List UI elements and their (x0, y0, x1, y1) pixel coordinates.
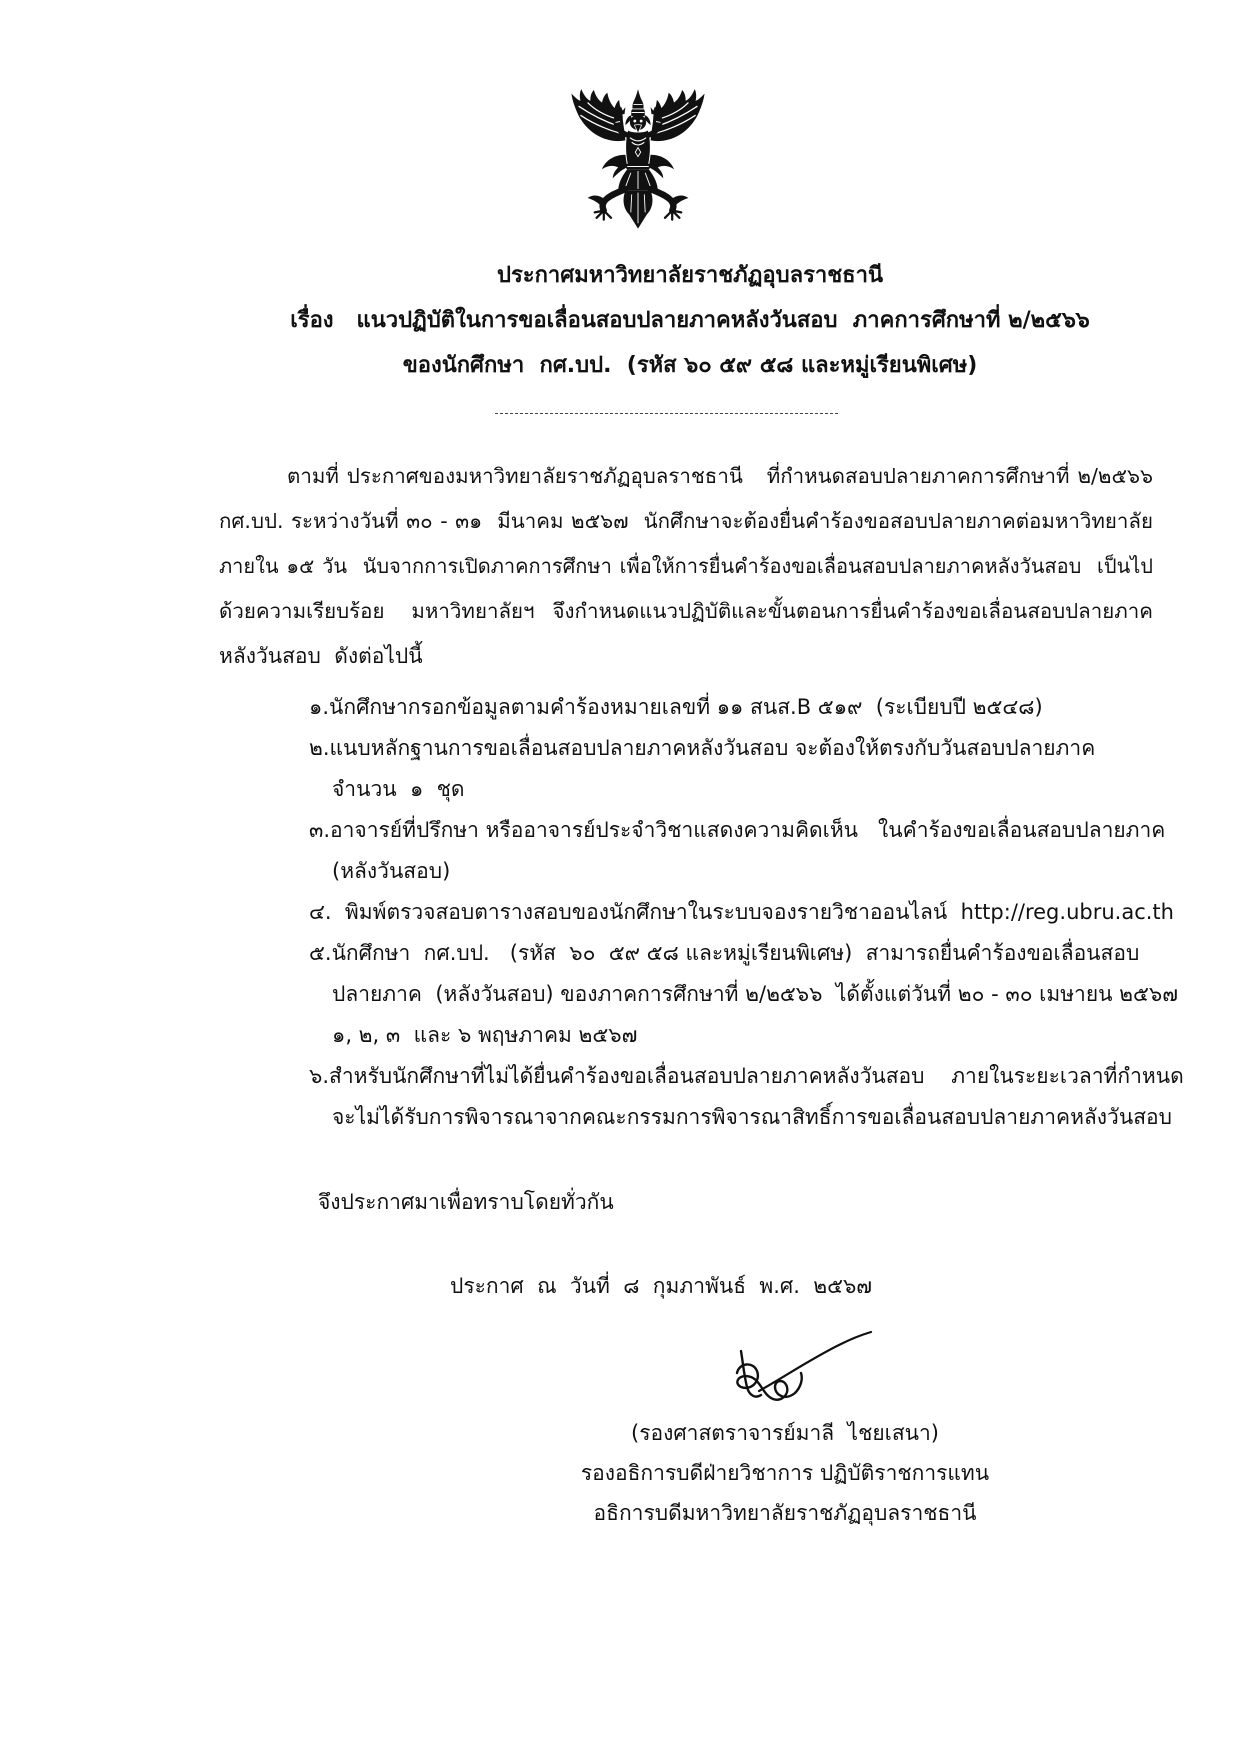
announcement-title (190, 253, 1190, 388)
garuda-tail (624, 191, 653, 229)
list-item-line: ๓.อาจารย์ที่ปรึกษา หรืออาจารย์ประจำวิชาแสดงความคิดเห็น ในคำร้องขอเลื่อนสอบปลายภาค (309, 818, 1166, 842)
list-item-line: ปลายภาค (หลังวันสอบ) ของภาคการศึกษาที่ ๒/๒๕๖๖ ได้ตั้งแต่วันที่ ๒๐ - ๓๐ เมษายน ๒๕๖๗ (332, 982, 1179, 1006)
list-item-3 (309, 810, 1189, 892)
list-item-line: ๕.นักศึกษา กศ.บป. (รหัส ๖๐ ๕๙ ๕๘ และหมู่เรียนพิเศษ) สามารถยื่นคำร้องขอเลื่อนสอบ (309, 941, 1140, 965)
body-paragraph (219, 454, 1153, 679)
signer-on-behalf-of: อธิการบดีมหาวิทยาลัยราชภัฏอุบลราชธานี (593, 1501, 977, 1525)
list-item-1 (309, 687, 1189, 728)
title-line-subject: เรื่อง แนวปฏิบัติในการขอเลื่อนสอบปลายภาคหลังวันสอบ ภาคการศึกษาที่ ๒/๒๕๖๖ (290, 308, 1090, 333)
title-line-audience: ของนักศึกษา กศ.บป. (รหัส ๖๐ ๕๙ ๕๘ และหมู่เรียนพิเศษ) (402, 353, 978, 378)
closing-line: จึงประกาศมาเพื่อทราบโดยทั่วกัน (318, 1190, 614, 1214)
paragraph-line: ด้วยความเรียบร้อย มหาวิทยาลัยฯ จึงกำหนดแนวปฏิบัติและขั้นตอนการยื่นคำร้องขอเลื่อนสอบปลายภาค (219, 599, 1153, 623)
list-item-line: จำนวน ๑ ชุด (332, 777, 465, 801)
list-item-5 (309, 933, 1189, 1056)
closing-statement (318, 1180, 1078, 1225)
paragraph-line: ตามที่ ประกาศของมหาวิทยาลัยราชภัฏอุบลราชธานี ที่กำหนดสอบปลายภาคการศึกษาที่ ๒/๒๕๖๖ (287, 464, 1153, 488)
title-line-issuer: ประกาศมหาวิทยาลัยราชภัฏอุบลราชธานี (496, 263, 884, 288)
garuda-emblem-icon (566, 88, 710, 236)
list-item-line: ๒.แนบหลักฐานการขอเลื่อนสอบปลายภาคหลังวันสอบ จะต้องให้ตรงกับวันสอบปลายภาค (309, 736, 1096, 760)
paragraph-line: ภายใน ๑๕ วัน นับจากการเปิดภาคการศึกษา เพื่อให้การยื่นคำร้องขอเลื่อนสอบปลายภาคหลังวันสอบ เป็นไป (219, 554, 1153, 578)
date-line: ประกาศ ณ วันที่ ๘ กุมภาพันธ์ พ.ศ. ๒๕๖๗ (450, 1274, 873, 1298)
list-item-line: ๑.นักศึกษากรอกข้อมูลตามคำร้องหมายเลขที่ ๑๑ สนส.B ๕๑๙ (ระเบียบปี ๒๕๔๘) (309, 695, 1043, 719)
list-item-2 (309, 728, 1189, 810)
signer-name: (รองศาสตราจารย์มาลี ไชยเสนา) (631, 1421, 939, 1445)
handwritten-signature-icon (729, 1329, 874, 1407)
procedure-list (309, 687, 1189, 1138)
garuda-head (630, 115, 646, 133)
list-item-line: ๔. พิมพ์ตรวจสอบตารางสอบของนักศึกษาในระบบจองรายวิชาออนไลน์ http://reg.ubru.ac.th (309, 900, 1174, 924)
list-item-line: จะไม่ได้รับการพิจารณาจากคณะกรรมการพิจารณาสิทธิ์การขอเลื่อนสอบปลายภาคหลังวันสอบ (332, 1105, 1172, 1129)
list-item-6 (309, 1056, 1189, 1138)
paragraph-line: หลังวันสอบ ดังต่อไปนี้ (219, 644, 423, 668)
list-item-line: ๖.สำหรับนักศึกษาที่ไม่ได้ยื่นคำร้องขอเลื่อนสอบปลายภาคหลังวันสอบ ภายในระยะเวลาที่กำหนด (309, 1064, 1184, 1088)
list-item-4 (309, 892, 1189, 933)
list-item-line: ๑, ๒, ๓ และ ๖ พฤษภาคม ๒๕๖๗ (332, 1023, 638, 1047)
signer-block (560, 1413, 1010, 1533)
list-item-line: (หลังวันสอบ) (332, 859, 451, 883)
paragraph-line: กศ.บป. ระหว่างวันที่ ๓๐ - ๓๑ มีนาคม ๒๕๖๗ นักศึกษาจะต้องยื่นคำร้องขอสอบปลายภาคต่อมหาวิทยาลัย (219, 509, 1153, 533)
signer-position: รองอธิการบดีฝ่ายวิชาการ ปฏิบัติราชการแทน (580, 1461, 990, 1485)
title-divider (495, 413, 838, 414)
announcement-date (450, 1264, 1150, 1309)
